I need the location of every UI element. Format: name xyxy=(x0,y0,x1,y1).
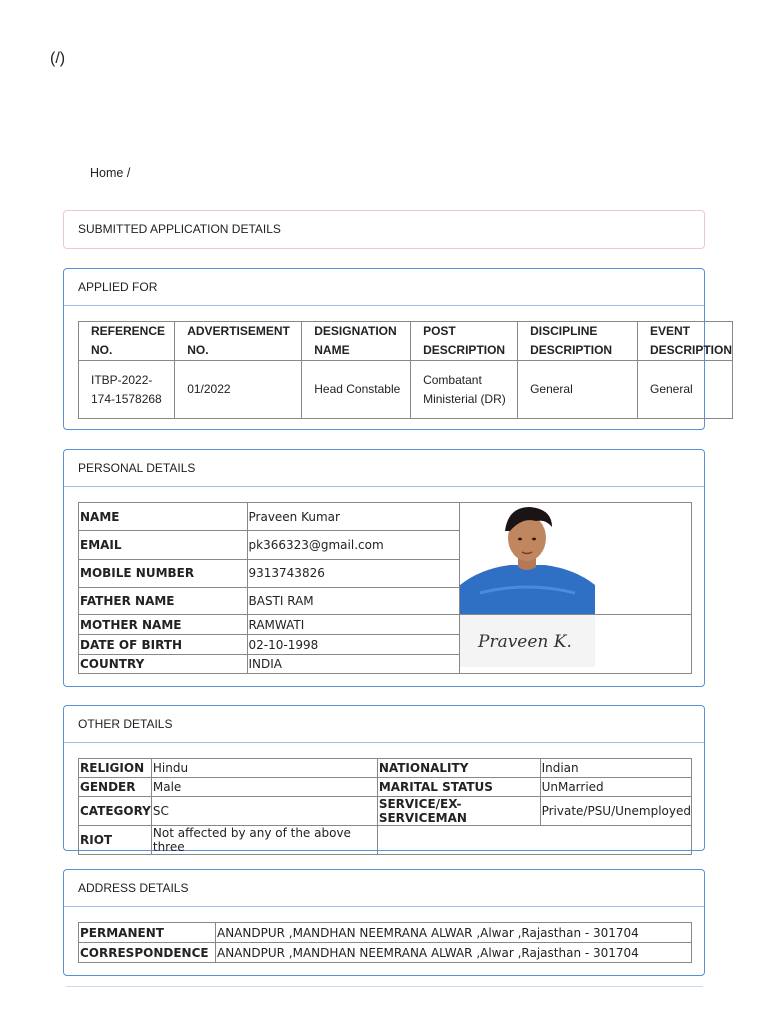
discipline-description-value: General xyxy=(518,361,638,419)
other-details-card xyxy=(63,705,705,854)
table-row xyxy=(79,615,692,635)
riot-label: RIOT xyxy=(79,826,152,855)
address-details-title: ADDRESS DETAILS xyxy=(64,870,704,907)
personal-details-title: PERSONAL DETAILS xyxy=(64,450,704,487)
bottom-divider xyxy=(66,986,703,987)
applied-for-title: APPLIED FOR xyxy=(64,269,704,306)
category-value: SC xyxy=(151,797,377,826)
category-label: CATEGORY xyxy=(79,797,152,826)
table-row xyxy=(79,943,692,963)
mobile-number-label: MOBILE NUMBER xyxy=(79,559,248,587)
empty-cell xyxy=(377,826,691,855)
marital-status-label: MARITAL STATUS xyxy=(377,778,540,797)
table-row xyxy=(79,797,692,826)
header-post-description: POST DESCRIPTION xyxy=(411,322,518,361)
signature-text: Praveen K. xyxy=(478,632,573,652)
table-row xyxy=(79,503,692,531)
marital-status-value: UnMarried xyxy=(540,778,691,797)
gender-value: Male xyxy=(151,778,377,797)
riot-value: Not affected by any of the above three xyxy=(151,826,377,855)
table-row xyxy=(79,923,692,943)
email-label: EMAIL xyxy=(79,531,248,559)
service-value: Private/PSU/Unemployed xyxy=(540,797,691,826)
email-value: pk366323@gmail.com xyxy=(247,531,460,559)
permanent-address-label: PERMANENT xyxy=(79,923,216,943)
header-event-description: EVENT DESCRIPTION xyxy=(637,322,732,361)
correspondence-address-value: ANANDPUR ,MANDHAN NEEMRANA ALWAR ,Alwar ,Rajasthan - 301704 xyxy=(216,943,692,963)
signature-cell xyxy=(460,615,692,674)
event-description-value: General xyxy=(637,361,732,419)
reference-no-value: ITBP-2022-174-1578268 xyxy=(79,361,175,419)
address-details-table xyxy=(78,922,692,963)
breadcrumb[interactable]: Home / xyxy=(90,166,131,180)
religion-value: Hindu xyxy=(151,759,377,778)
correspondence-address-label: CORRESPONDENCE xyxy=(79,943,216,963)
home-link[interactable]: (/) xyxy=(50,50,66,67)
service-label: SERVICE/EX-SERVICEMAN xyxy=(377,797,540,826)
advertisement-no-value: 01/2022 xyxy=(175,361,302,419)
table-row xyxy=(79,778,692,797)
applicant-photo xyxy=(460,503,595,614)
other-details-title: OTHER DETAILS xyxy=(64,706,704,743)
photo-cell xyxy=(460,503,692,615)
mobile-number-value: 9313743826 xyxy=(247,559,460,587)
applied-for-table xyxy=(78,321,733,419)
submitted-application-title: SUBMITTED APPLICATION DETAILS xyxy=(78,222,281,236)
nationality-value: Indian xyxy=(540,759,691,778)
nationality-label: NATIONALITY xyxy=(377,759,540,778)
religion-label: RELIGION xyxy=(79,759,152,778)
header-discipline-description: DISCIPLINE DESCRIPTION xyxy=(518,322,638,361)
designation-name-value: Head Constable xyxy=(302,361,411,419)
table-row xyxy=(79,826,692,855)
table-row xyxy=(79,361,733,419)
name-label: NAME xyxy=(79,503,248,531)
mother-name-value: RAMWATI xyxy=(247,615,460,635)
header-advertisement-no: ADVERTISEMENT NO. xyxy=(175,322,302,361)
country-value: INDIA xyxy=(247,655,460,674)
header-designation-name: DESIGNATION NAME xyxy=(302,322,411,361)
table-row xyxy=(79,759,692,778)
mother-name-label: MOTHER NAME xyxy=(79,615,248,635)
submitted-application-card xyxy=(63,210,705,249)
country-label: COUNTRY xyxy=(79,655,248,674)
post-description-value: Combatant Ministerial (DR) xyxy=(411,361,518,419)
header-reference-no: REFERENCE NO. xyxy=(79,322,175,361)
permanent-address-value: ANANDPUR ,MANDHAN NEEMRANA ALWAR ,Alwar ,Rajasthan - 301704 xyxy=(216,923,692,943)
date-of-birth-label: DATE OF BIRTH xyxy=(79,635,248,655)
applied-for-card xyxy=(63,268,732,430)
address-details-card xyxy=(63,869,705,976)
applicant-signature xyxy=(460,615,595,667)
other-details-table xyxy=(78,758,692,855)
personal-details-card xyxy=(63,449,705,687)
date-of-birth-value: 02-10-1998 xyxy=(247,635,460,655)
father-name-value: BASTI RAM xyxy=(247,587,460,614)
gender-label: GENDER xyxy=(79,778,152,797)
personal-details-table xyxy=(78,502,692,674)
name-value: Praveen Kumar xyxy=(247,503,460,531)
father-name-label: FATHER NAME xyxy=(79,587,248,614)
